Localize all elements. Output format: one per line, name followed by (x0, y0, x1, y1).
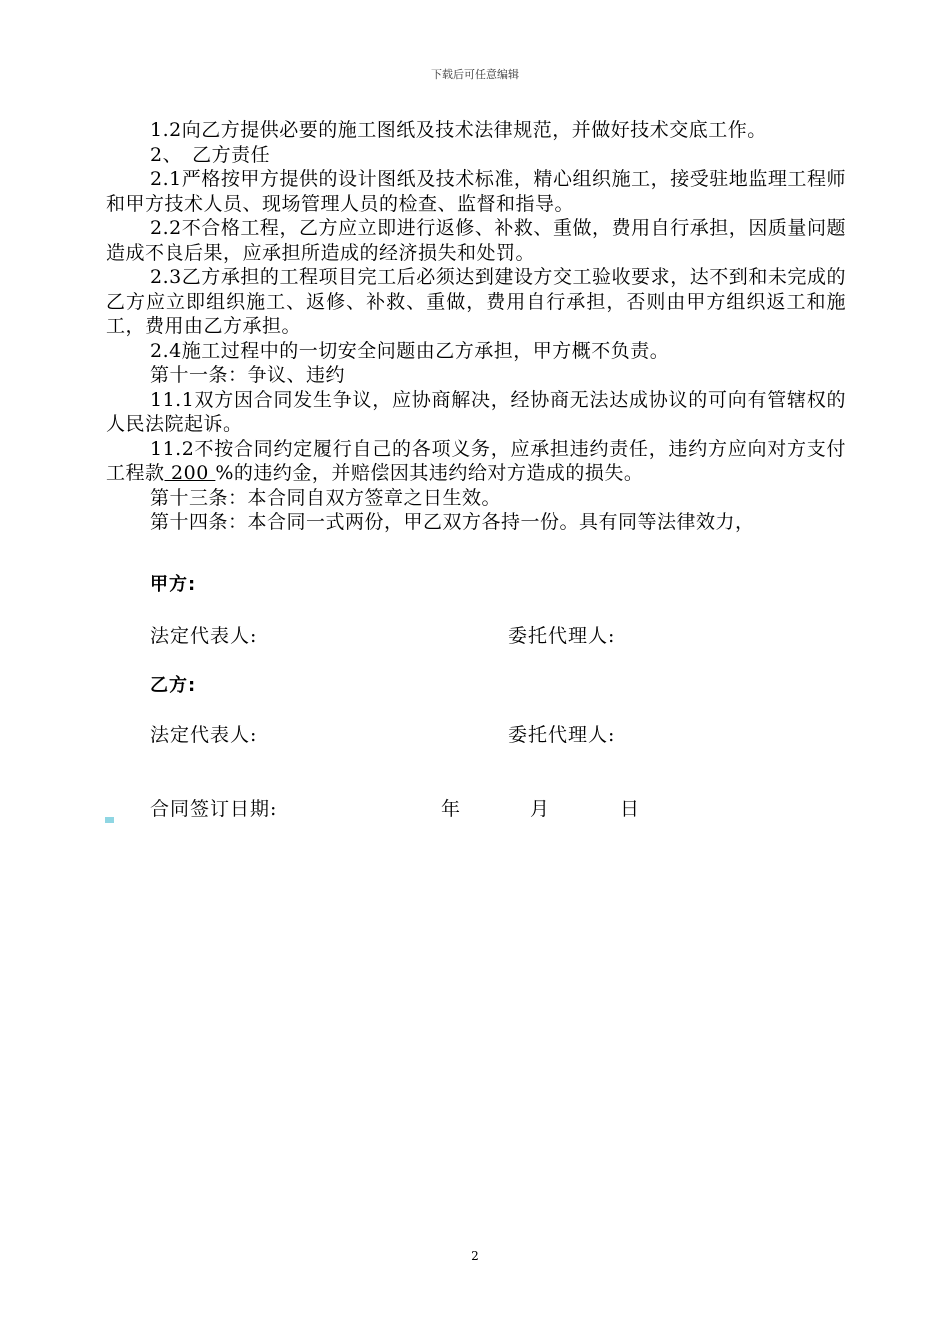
article-13: 第十三条：本合同自双方签章之日生效。 (150, 486, 502, 509)
clause-2-2: 2.2不合格工程，乙方应立即进行返修、补救、重做，费用自行承担，因质量问题造成不良后果，应承担所造成的经济损失和处罚。 (106, 217, 846, 264)
date-year: 年 (441, 798, 461, 820)
clause-11-2-before: 11.2不按合同约定履行自己的各项义务，应承担违约责任，违约方应向对方支付工程款 (106, 437, 846, 484)
page-header: 下载后可任意编辑 (431, 68, 519, 81)
clause-2-heading: 2、 乙方责任 (150, 143, 271, 166)
signing-date-label: 合同签订日期: (150, 798, 278, 820)
clause-2-3: 2.3乙方承担的工程项目完工后必须达到建设方交工验收要求，达不到和未完成的乙方应立即组织施工、返修、补救、重做，费用自行承担，否则由甲方组织返工和施工，费用由乙方承担。 (106, 266, 846, 337)
contract-body (106, 118, 846, 535)
clause-11-2 (106, 437, 846, 486)
clause-11-1: 11.1双方因合同发生争议，应协商解决，经协商无法达成协议的可向有管辖权的人民法院起诉。 (106, 388, 846, 435)
party-a-representative: 法定代表人: (150, 625, 258, 647)
clause-1-2: 1.2向乙方提供必要的施工图纸及技术法律规范，并做好技术交底工作。 (150, 119, 767, 141)
party-a-label: 甲方: (150, 574, 197, 595)
party-b-label: 乙方: (150, 675, 197, 696)
clause-11-2-after: %的违约金，并赔偿因其违约给对方造成的损失。 (215, 462, 644, 484)
penalty-amount: 200 (164, 462, 216, 484)
party-b-agent: 委托代理人: (508, 724, 616, 746)
party-b-representative: 法定代表人: (150, 724, 258, 746)
article-11-heading: 第十一条：争议、违约 (150, 364, 346, 386)
date-month: 月 (530, 798, 550, 820)
edit-marker (105, 817, 114, 823)
clause-2-1: 2.1严格按甲方提供的设计图纸及技术标准，精心组织施工，接受驻地监理工程师和甲方技术人员、现场管理人员的检查、监督和指导。 (106, 168, 846, 215)
page-number: 2 (471, 1249, 479, 1263)
date-day: 日 (620, 798, 640, 820)
article-14: 第十四条：本合同一式两份，甲乙双方各持一份。具有同等法律效力， (150, 511, 755, 533)
clause-2-4: 2.4施工过程中的一切安全问题由乙方承担，甲方概不负责。 (150, 339, 670, 362)
party-a-agent: 委托代理人: (508, 625, 616, 647)
